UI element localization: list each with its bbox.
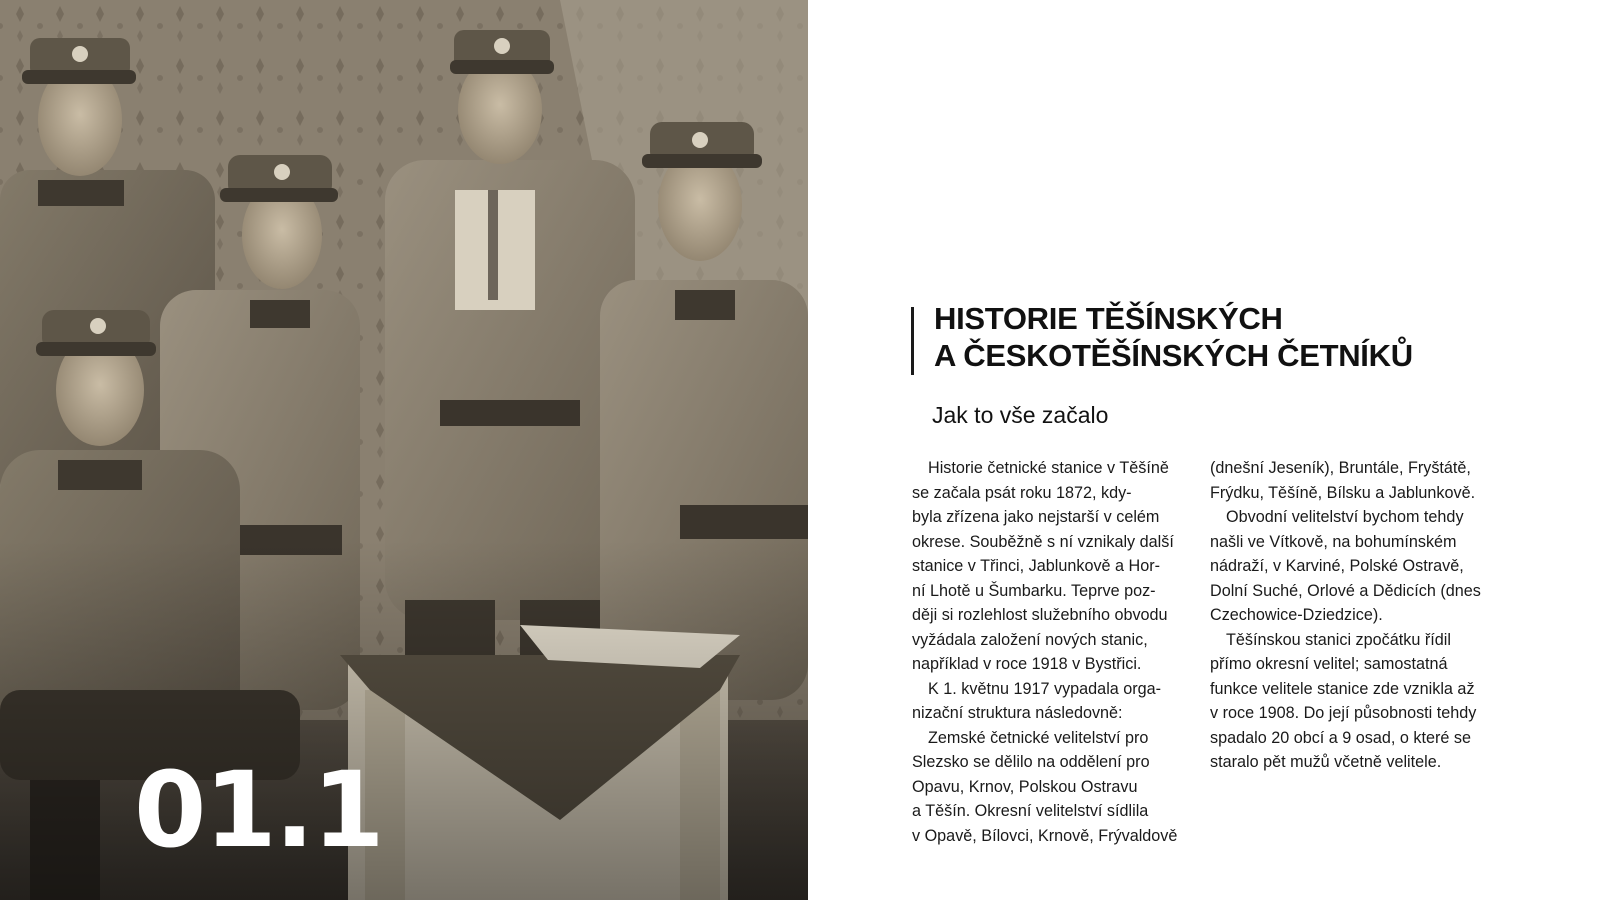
text-line: okrese. Souběžně s ní vznikaly další bbox=[912, 532, 1174, 551]
text-line: Těšínskou stanici zpočátku řídil bbox=[1226, 630, 1451, 649]
chapter-number: 01.1 bbox=[134, 749, 383, 871]
text-line: například v roce 1918 v Bystřici. bbox=[912, 655, 1142, 673]
text-line: v roce 1908. Do její působnosti tehdy bbox=[1210, 704, 1477, 722]
text-line: Historie četnické stanice v Těšíně bbox=[928, 459, 1169, 477]
text-line: funkce velitele stanice zde vznikla až bbox=[1210, 679, 1475, 698]
text-line: ní Lhotě u Šumbarku. Teprve poz- bbox=[912, 581, 1156, 600]
text-line: Opavu, Krnov, Polskou Ostravu bbox=[912, 777, 1138, 796]
chapter-subtitle: Jak to vše začalo bbox=[932, 402, 1109, 428]
text-line: ději si rozlehlost služebního obvodu bbox=[912, 606, 1168, 624]
text-line: spadalo 20 obcí a 9 osad, o které se bbox=[1210, 728, 1471, 747]
text-line: našli ve Vítkově, na bohumínském bbox=[1210, 532, 1457, 551]
text-line: Dolní Suché, Orlové a Dědicích (dnes bbox=[1210, 581, 1481, 600]
text-column-right bbox=[1210, 456, 1494, 775]
text-line: Zemské četnické velitelství pro bbox=[928, 728, 1149, 747]
chapter-title-line-1: HISTORIE TĚŠÍNSKÝCH bbox=[934, 301, 1283, 336]
text-line: a Těšín. Okresní velitelství sídlila bbox=[912, 802, 1149, 820]
text-line: nádraží, v Karviné, Polské Ostravě, bbox=[1210, 557, 1464, 575]
text-line: v Opavě, Bílovci, Krnově, Frývaldově bbox=[912, 826, 1178, 845]
chapter-title bbox=[914, 300, 1554, 374]
text-line: Czechowice-Dziedzice). bbox=[1210, 606, 1383, 624]
text-line: byla zřízena jako nejstarší v celém bbox=[912, 508, 1160, 526]
text-line: nizační struktura následovně: bbox=[912, 704, 1123, 722]
text-line: přímo okresní velitel; samostatná bbox=[1210, 655, 1448, 673]
text-line: K 1. květnu 1917 vypadala orga- bbox=[928, 679, 1162, 698]
text-line: stanice v Třinci, Jablunkově a Hor- bbox=[912, 557, 1161, 575]
text-line: Frýdku, Těšíně, Bílsku a Jablunkově. bbox=[1210, 483, 1476, 502]
text-line: Obvodní velitelství bychom tehdy bbox=[1226, 508, 1464, 526]
text-line: se začala psát roku 1872, kdy- bbox=[912, 483, 1132, 502]
chapter-title-line-2: A ČESKOTĚŠÍNSKÝCH ČETNÍKŮ bbox=[934, 338, 1413, 373]
text-line: (dnešní Jeseník), Bruntále, Fryštátě, bbox=[1210, 459, 1471, 477]
text-line: staralo pět mužů včetně velitele. bbox=[1210, 753, 1442, 771]
text-column-left bbox=[912, 456, 1194, 848]
text-line: vyžádala založení nových stanic, bbox=[912, 630, 1148, 649]
text-line: Slezsko se dělilo na oddělení pro bbox=[912, 753, 1150, 771]
